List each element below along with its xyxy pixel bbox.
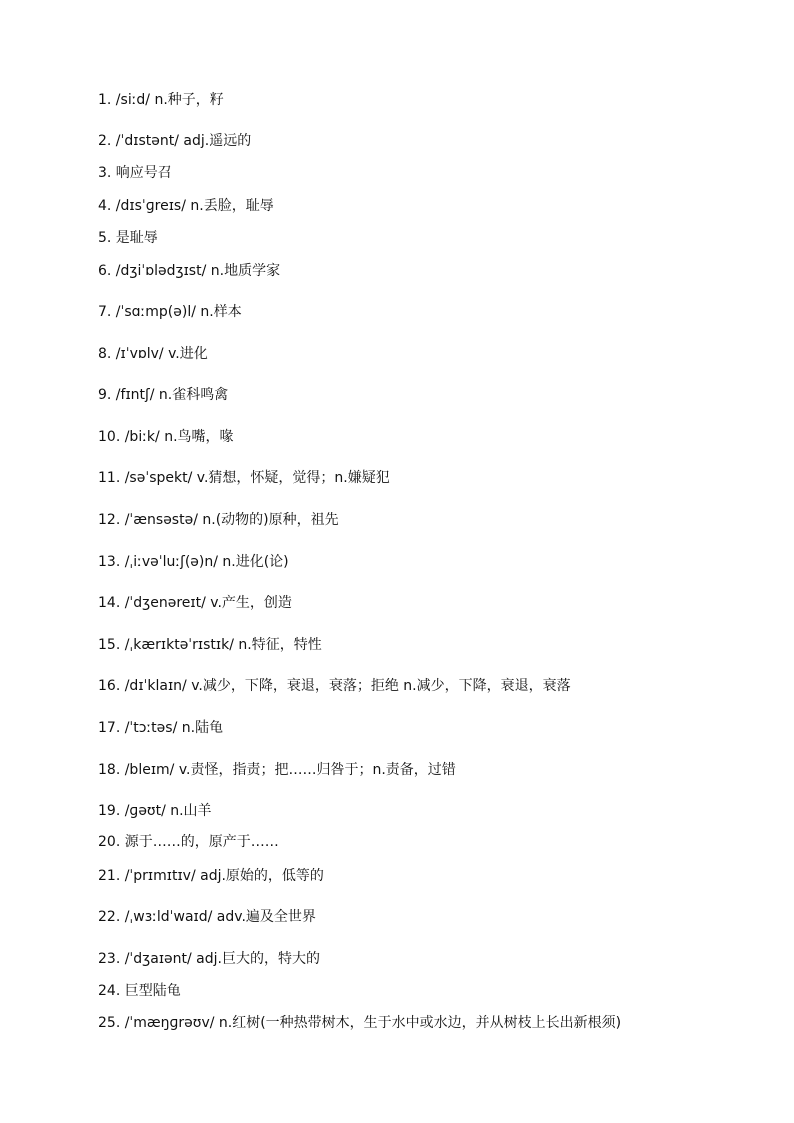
vocab-item-5: 5. 是耻辱: [98, 230, 158, 246]
vocab-item-9: 9. /fɪntʃ/ n.雀科鸣禽: [98, 387, 229, 403]
vocab-item-6: 6. /dʒiˈɒlədʒɪst/ n.地质学家: [98, 263, 281, 279]
vocab-item-25: 25. /ˈmæŋɡrəʊv/ n.红树(一种热带树木，生于水中或水边，并从树枝上长出新根须): [98, 1015, 622, 1031]
vocab-item-11: 11. /səˈspekt/ v.猜想，怀疑，觉得；n.嫌疑犯: [98, 470, 390, 486]
vocab-item-3: 3. 响应号召: [98, 165, 172, 181]
vocab-item-2: 2. /ˈdɪstənt/ adj.遥远的: [98, 133, 252, 149]
vocab-item-17: 17. /ˈtɔːtəs/ n.陆龟: [98, 720, 224, 736]
vocab-item-12: 12. /ˈænsəstə/ n.(动物的)原种，祖先: [98, 512, 339, 528]
vocab-item-19: 19. /ɡəʊt/ n.山羊: [98, 803, 212, 819]
vocab-item-13: 13. /ˌiːvəˈluːʃ(ə)n/ n.进化(论): [98, 554, 289, 570]
vocab-item-24: 24. 巨型陆龟: [98, 983, 181, 999]
vocab-item-21: 21. /ˈprɪmɪtɪv/ adj.原始的，低等的: [98, 868, 324, 884]
vocab-item-1: 1. /siːd/ n.种子，籽: [98, 92, 224, 108]
vocab-item-10: 10. /biːk/ n.鸟嘴，喙: [98, 429, 234, 445]
vocab-item-18: 18. /bleɪm/ v.责怪，指责；把……归咎于；n.责备，过错: [98, 762, 456, 778]
vocab-item-16: 16. /dɪˈklaɪn/ v.减少，下降，衰退，衰落；拒绝 n.减少，下降，衰退，衰落: [98, 678, 571, 694]
vocab-item-8: 8. /ɪˈvɒlv/ v.进化: [98, 346, 208, 362]
vocab-item-4: 4. /dɪsˈɡreɪs/ n.丢脸，耻辱: [98, 198, 274, 214]
vocab-item-23: 23. /ˈdʒaɪənt/ adj.巨大的，特大的: [98, 951, 320, 967]
vocab-item-20: 20. 源于……的，原产于……: [98, 834, 279, 850]
vocab-item-15: 15. /ˌkærɪktəˈrɪstɪk/ n.特征，特性: [98, 637, 322, 653]
vocab-item-7: 7. /ˈsɑːmp(ə)l/ n.样本: [98, 304, 242, 320]
vocab-item-22: 22. /ˌwɜːldˈwaɪd/ adv.遍及全世界: [98, 909, 316, 925]
vocab-item-14: 14. /ˈdʒenəreɪt/ v.产生，创造: [98, 595, 292, 611]
